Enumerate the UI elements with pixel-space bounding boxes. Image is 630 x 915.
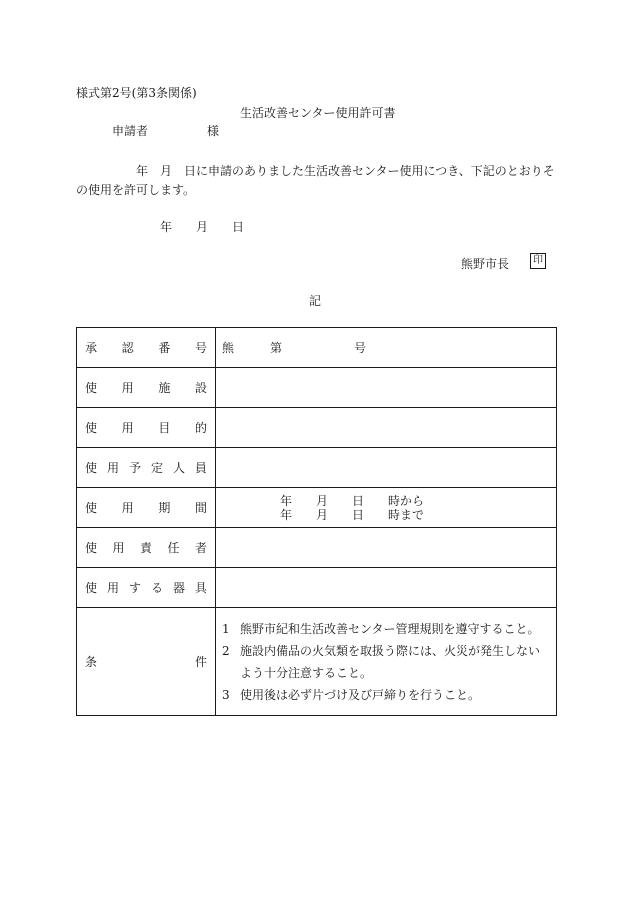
row-label-char: 用 (106, 461, 119, 475)
row-label (77, 408, 216, 448)
row-label (77, 368, 216, 408)
row-label-char: 任 (167, 541, 180, 555)
row-label-char: 用 (121, 381, 134, 395)
table-row-facility (77, 368, 557, 408)
row-label-char: 用 (121, 421, 134, 435)
row-value (216, 528, 557, 568)
row-label-char: 期 (158, 501, 171, 515)
document-title: 生活改善センター使用許可書 (240, 106, 396, 120)
row-label-char: 設 (194, 381, 207, 395)
row-label (77, 528, 216, 568)
table-row-expected-people (77, 448, 557, 488)
row-label-char: 具 (194, 581, 207, 595)
period-start: 年 月 日 時から (280, 493, 425, 508)
row-label-char: 使 (85, 381, 98, 395)
row-label-char: 条 (85, 655, 98, 669)
row-label-char: 予 (128, 461, 141, 475)
ki-heading: 記 (309, 294, 322, 308)
condition-text: 使用後は必ず片づけ及び戸締りを行うこと。 (240, 687, 481, 702)
row-label-char: 番 (158, 341, 171, 355)
row-value (216, 448, 557, 488)
row-label-char: 責 (139, 541, 152, 555)
seal-stamp-box: 印 (530, 253, 546, 269)
row-label-char: 員 (194, 461, 207, 475)
row-label-char: 件 (194, 655, 207, 669)
row-label (77, 608, 216, 716)
table-row-conditions (77, 608, 557, 716)
conditions-cell (216, 608, 557, 716)
row-value (216, 368, 557, 408)
row-value (216, 328, 557, 368)
applicant-honorific: 様 (207, 124, 220, 138)
row-label-char: る (150, 581, 163, 595)
row-label-char: 定 (150, 461, 163, 475)
row-label-char: す (128, 581, 141, 595)
row-label-char: 目 (158, 421, 171, 435)
condition-text: 施設内備品の火気類を取扱う際には、火災が発生しないよう十分注意すること。 (240, 643, 541, 680)
row-label-char: 者 (194, 541, 207, 555)
row-label-char: 間 (194, 501, 207, 515)
approval-number-value: 熊 第 号 (222, 341, 367, 355)
row-label (77, 568, 216, 608)
condition-item (222, 640, 550, 684)
permission-text-line-1: 年 月 日に申請のありました生活改善センター使用につき、下記のとおりそ (76, 164, 555, 178)
row-label-char: 用 (112, 541, 125, 555)
row-label (77, 488, 216, 528)
condition-number: 1 (222, 621, 230, 636)
row-label-char: 的 (194, 421, 207, 435)
table-row-responsible-person (77, 528, 557, 568)
row-value (216, 568, 557, 608)
table-row-approval-number (77, 328, 557, 368)
row-label-char: 施 (158, 381, 171, 395)
issue-date: 年 月 日 (160, 220, 245, 234)
row-label-char: 用 (121, 501, 134, 515)
row-label-char: 号 (194, 341, 207, 355)
condition-number: 2 (222, 643, 230, 658)
condition-number: 3 (222, 687, 230, 702)
row-label-char: 承 (85, 341, 98, 355)
table-row-purpose (77, 408, 557, 448)
row-label-char: 用 (106, 581, 119, 595)
row-label-char: 人 (172, 461, 185, 475)
condition-item (222, 684, 550, 706)
row-label-char: 使 (85, 461, 98, 475)
row-label (77, 448, 216, 488)
period-end: 年 月 日 時まで (280, 507, 425, 522)
row-label-char: 使 (85, 501, 98, 515)
row-label-char: 認 (121, 341, 134, 355)
row-label-char: 使 (85, 421, 98, 435)
condition-item (222, 618, 550, 640)
table-row-equipment (77, 568, 557, 608)
condition-text: 熊野市紀和生活改善センター管理規則を遵守すること。 (240, 621, 540, 636)
mayor-title: 熊野市長 (461, 257, 510, 271)
row-label-char: 使 (85, 581, 98, 595)
applicant-label: 申請者 (112, 124, 149, 138)
row-label-char: 器 (172, 581, 185, 595)
table-row-period (77, 488, 557, 528)
permit-details-table (76, 327, 557, 716)
row-value (216, 488, 557, 528)
permission-text-line-2: の使用を許可します。 (76, 183, 196, 197)
row-label-char: 使 (85, 541, 98, 555)
form-number-label: 様式第2号(第3条関係) (76, 86, 197, 100)
row-value (216, 408, 557, 448)
row-label (77, 328, 216, 368)
